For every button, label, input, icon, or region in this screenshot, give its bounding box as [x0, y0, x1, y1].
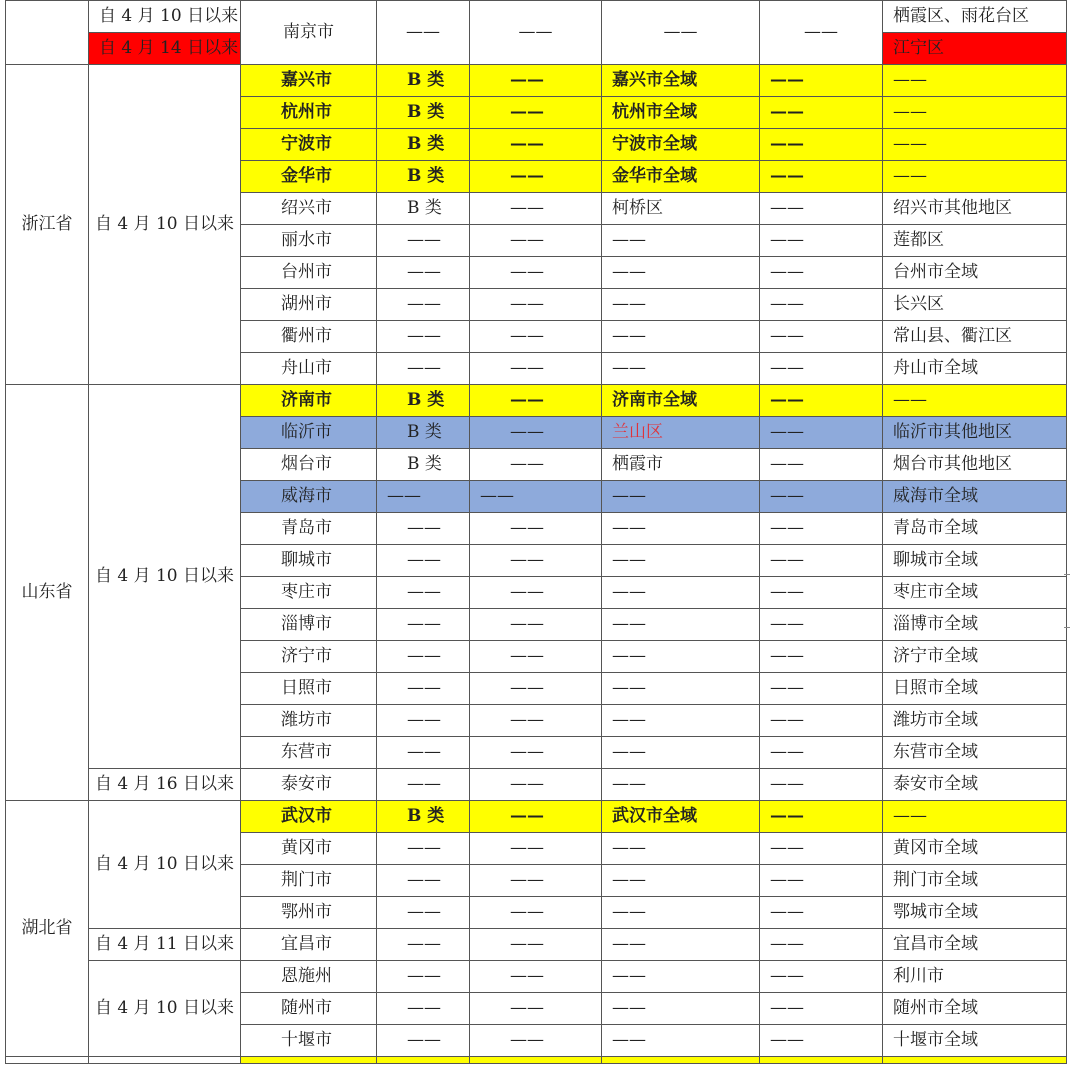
city-cell: 嘉兴市: [241, 65, 377, 97]
city-cell: 湖州市: [241, 289, 377, 321]
area-cell: ——: [602, 353, 760, 385]
dash-cell: ——: [760, 289, 883, 321]
dash-cell: ——: [470, 609, 602, 641]
dash-cell: ——: [470, 801, 602, 833]
area-cell: 宁波市全域: [602, 129, 760, 161]
dash-cell: [760, 1057, 883, 1064]
margin-tick: [1064, 574, 1070, 575]
area-cell: ——: [602, 513, 760, 545]
dash-cell: ——: [760, 417, 883, 449]
area-cell: ——: [602, 545, 760, 577]
province-cell: 湖北省: [6, 801, 89, 1057]
city-cell: 济宁市: [241, 641, 377, 673]
city-cell: 聊城市: [241, 545, 377, 577]
class-cell: B 类: [377, 417, 470, 449]
area-cell: 十堰市全域: [883, 1025, 1067, 1057]
area-cell: ——: [883, 65, 1067, 97]
area-cell: ——: [883, 161, 1067, 193]
date-cell: 自 4 月 10 日以来: [89, 801, 241, 929]
class-cell: B 类: [377, 97, 470, 129]
risk-area-table: [5, 0, 1067, 1064]
area-cell: ——: [602, 609, 760, 641]
area-cell: 长兴区: [883, 289, 1067, 321]
class-cell: ——: [377, 1025, 470, 1057]
city-cell: 潍坊市: [241, 705, 377, 737]
class-cell: B 类: [377, 129, 470, 161]
class-cell: B 类: [377, 449, 470, 481]
area-cell: ——: [602, 865, 760, 897]
area-cell: ——: [883, 801, 1067, 833]
dash-cell: ——: [470, 737, 602, 769]
dash-cell: ——: [760, 929, 883, 961]
area-cell: 随州市全域: [883, 993, 1067, 1025]
dash-cell: ——: [760, 129, 883, 161]
province-cell: 浙江省: [6, 65, 89, 385]
date-cell: 自 4 月 10 日以来: [89, 1, 241, 33]
dash-cell: ——: [760, 65, 883, 97]
area-cell: 聊城市全域: [883, 545, 1067, 577]
area-cell: [883, 1057, 1067, 1064]
dash-cell: ——: [470, 545, 602, 577]
dash-cell: ——: [760, 481, 883, 513]
dash-cell: ——: [470, 225, 602, 257]
dash-cell: ——: [470, 897, 602, 929]
dash-cell: ——: [760, 961, 883, 993]
dash-cell: ——: [470, 865, 602, 897]
dash-cell: ——: [470, 193, 602, 225]
class-cell: ——: [377, 833, 470, 865]
class-cell: ——: [377, 225, 470, 257]
dash-cell: ——: [760, 1025, 883, 1057]
dash-cell: ——: [470, 257, 602, 289]
dash-cell: ——: [470, 641, 602, 673]
area-cell: 栖霞市: [602, 449, 760, 481]
city-cell: 随州市: [241, 993, 377, 1025]
dash-cell: ——: [760, 673, 883, 705]
city-cell: 台州市: [241, 257, 377, 289]
dash-cell: ——: [470, 577, 602, 609]
dash-cell: ——: [760, 545, 883, 577]
city-cell: 烟台市: [241, 449, 377, 481]
dash-cell: ——: [760, 97, 883, 129]
area-cell: ——: [883, 385, 1067, 417]
area-cell: ——: [602, 833, 760, 865]
city-cell: 丽水市: [241, 225, 377, 257]
area-cell: 莲都区: [883, 225, 1067, 257]
dash-cell: ——: [470, 673, 602, 705]
dash-cell: ——: [470, 513, 602, 545]
dash-cell: ——: [470, 929, 602, 961]
area-cell: ——: [602, 257, 760, 289]
date-cell: 自 4 月 16 日以来: [89, 769, 241, 801]
city-cell: 东营市: [241, 737, 377, 769]
province-cell: [6, 1, 89, 65]
dash-cell: ——: [760, 993, 883, 1025]
area-cell: 兰山区: [602, 417, 760, 449]
class-cell: B 类: [377, 161, 470, 193]
dash-cell: ——: [470, 1025, 602, 1057]
class-cell: ——: [377, 673, 470, 705]
area-cell: ——: [602, 577, 760, 609]
city-cell: 淄博市: [241, 609, 377, 641]
dash-cell: ——: [760, 577, 883, 609]
class-cell: ——: [377, 545, 470, 577]
city-cell: [241, 1057, 377, 1064]
dash-cell: ——: [760, 257, 883, 289]
city-cell: 宜昌市: [241, 929, 377, 961]
dash-cell: ——: [760, 225, 883, 257]
dash-cell: ——: [760, 641, 883, 673]
dash-cell: ——: [470, 833, 602, 865]
dash-cell: ——: [760, 897, 883, 929]
class-cell: ——: [377, 897, 470, 929]
area-cell: ——: [602, 929, 760, 961]
area-cell: ——: [883, 129, 1067, 161]
area-cell: 青岛市全域: [883, 513, 1067, 545]
area-cell: 金华市全域: [602, 161, 760, 193]
dash-cell: ——: [760, 705, 883, 737]
dash-cell: ——: [470, 161, 602, 193]
dash-cell: ——: [760, 321, 883, 353]
city-cell: 临沂市: [241, 417, 377, 449]
area-cell: ——: [602, 1025, 760, 1057]
dash-cell: ——: [470, 961, 602, 993]
area-cell: ——: [602, 641, 760, 673]
city-cell: 十堰市: [241, 1025, 377, 1057]
area-cell: [602, 1057, 760, 1064]
city-cell: 舟山市: [241, 353, 377, 385]
area-cell: ——: [883, 97, 1067, 129]
dash-cell: ——: [470, 289, 602, 321]
city-cell: 黄冈市: [241, 833, 377, 865]
class-cell: ——: [377, 865, 470, 897]
dash-cell: ——: [470, 481, 602, 513]
area-cell: ——: [602, 705, 760, 737]
area-cell: ——: [602, 737, 760, 769]
class-cell: [377, 1057, 470, 1064]
city-cell: 威海市: [241, 481, 377, 513]
area-cell: 利川市: [883, 961, 1067, 993]
dash-cell: ——: [377, 1, 470, 65]
dash-cell: ——: [470, 769, 602, 801]
province-cell: [6, 1057, 89, 1064]
city-cell: 南京市: [241, 1, 377, 65]
dash-cell: ——: [470, 1, 602, 65]
dash-cell: ——: [760, 193, 883, 225]
class-cell: B 类: [377, 385, 470, 417]
area-cell: 舟山市全域: [883, 353, 1067, 385]
city-cell: 鄂州市: [241, 897, 377, 929]
class-cell: ——: [377, 513, 470, 545]
class-cell: ——: [377, 609, 470, 641]
area-cell: 济南市全域: [602, 385, 760, 417]
dash-cell: ——: [760, 161, 883, 193]
class-cell: B 类: [377, 65, 470, 97]
class-cell: ——: [377, 577, 470, 609]
city-cell: 泰安市: [241, 769, 377, 801]
area-cell: 栖霞区、雨花台区: [883, 1, 1067, 33]
area-cell: 宜昌市全域: [883, 929, 1067, 961]
margin-tick: [1064, 627, 1070, 628]
class-cell: ——: [377, 321, 470, 353]
class-cell: B 类: [377, 193, 470, 225]
dash-cell: ——: [470, 353, 602, 385]
dash-cell: ——: [470, 705, 602, 737]
city-cell: 宁波市: [241, 129, 377, 161]
date-cell: 自 4 月 10 日以来: [89, 961, 241, 1057]
dash-cell: ——: [470, 993, 602, 1025]
area-cell: 枣庄市全域: [883, 577, 1067, 609]
class-cell: ——: [377, 961, 470, 993]
area-cell: 威海市全域: [883, 481, 1067, 513]
city-cell: 衢州市: [241, 321, 377, 353]
province-cell: 山东省: [6, 385, 89, 801]
city-cell: 荆门市: [241, 865, 377, 897]
dash-cell: ——: [760, 1, 883, 65]
city-cell: 恩施州: [241, 961, 377, 993]
date-cell: 自 4 月 10 日以来: [89, 385, 241, 769]
area-cell: ——: [602, 897, 760, 929]
class-cell: ——: [377, 289, 470, 321]
city-cell: 杭州市: [241, 97, 377, 129]
area-cell: ——: [602, 673, 760, 705]
area-cell: 绍兴市其他地区: [883, 193, 1067, 225]
dash-cell: ——: [470, 129, 602, 161]
area-cell: 常山县、衢江区: [883, 321, 1067, 353]
dash-cell: ——: [470, 321, 602, 353]
area-cell: 淄博市全域: [883, 609, 1067, 641]
area-cell: 嘉兴市全域: [602, 65, 760, 97]
area-cell: 鄂城市全域: [883, 897, 1067, 929]
date-cell-highlight: 自 4 月 14 日以来: [89, 33, 241, 65]
class-cell: ——: [377, 769, 470, 801]
area-cell: 临沂市其他地区: [883, 417, 1067, 449]
area-cell: 潍坊市全域: [883, 705, 1067, 737]
area-cell: 黄冈市全域: [883, 833, 1067, 865]
dash-cell: ——: [470, 449, 602, 481]
city-cell: 枣庄市: [241, 577, 377, 609]
dash-cell: ——: [602, 1, 760, 65]
city-cell: 济南市: [241, 385, 377, 417]
area-cell: 泰安市全域: [883, 769, 1067, 801]
dash-cell: ——: [760, 609, 883, 641]
dash-cell: ——: [760, 801, 883, 833]
city-cell: 金华市: [241, 161, 377, 193]
area-cell: ——: [602, 961, 760, 993]
area-cell: 台州市全域: [883, 257, 1067, 289]
city-cell: 青岛市: [241, 513, 377, 545]
area-cell: 武汉市全域: [602, 801, 760, 833]
area-cell: 济宁市全域: [883, 641, 1067, 673]
area-cell-highlight: 江宁区: [883, 33, 1067, 65]
class-cell: ——: [377, 737, 470, 769]
area-cell: 柯桥区: [602, 193, 760, 225]
date-cell: 自 4 月 10 日以来: [89, 65, 241, 385]
class-cell: ——: [377, 353, 470, 385]
dash-cell: ——: [760, 353, 883, 385]
dash-cell: ——: [760, 737, 883, 769]
area-cell: ——: [602, 769, 760, 801]
area-cell: 荆门市全域: [883, 865, 1067, 897]
dash-cell: ——: [470, 417, 602, 449]
area-cell: 东营市全域: [883, 737, 1067, 769]
area-cell: ——: [602, 225, 760, 257]
date-cell: [89, 1057, 241, 1064]
dash-cell: ——: [470, 97, 602, 129]
dash-cell: ——: [760, 449, 883, 481]
dash-cell: ——: [760, 833, 883, 865]
class-cell: ——: [377, 257, 470, 289]
dash-cell: ——: [760, 865, 883, 897]
class-cell: ——: [377, 705, 470, 737]
area-cell: 日照市全域: [883, 673, 1067, 705]
area-cell: ——: [602, 321, 760, 353]
area-cell: ——: [602, 481, 760, 513]
dash-cell: ——: [760, 385, 883, 417]
area-cell: ——: [602, 993, 760, 1025]
class-cell: ——: [377, 993, 470, 1025]
city-cell: 绍兴市: [241, 193, 377, 225]
city-cell: 日照市: [241, 673, 377, 705]
class-cell: B 类: [377, 801, 470, 833]
class-cell: ——: [377, 481, 470, 513]
city-cell: 武汉市: [241, 801, 377, 833]
class-cell: ——: [377, 929, 470, 961]
dash-cell: [470, 1057, 602, 1064]
date-cell: 自 4 月 11 日以来: [89, 929, 241, 961]
area-cell: 烟台市其他地区: [883, 449, 1067, 481]
area-cell: ——: [602, 289, 760, 321]
dash-cell: ——: [470, 385, 602, 417]
dash-cell: ——: [760, 513, 883, 545]
class-cell: ——: [377, 641, 470, 673]
area-cell: 杭州市全域: [602, 97, 760, 129]
dash-cell: ——: [760, 769, 883, 801]
dash-cell: ——: [470, 65, 602, 97]
